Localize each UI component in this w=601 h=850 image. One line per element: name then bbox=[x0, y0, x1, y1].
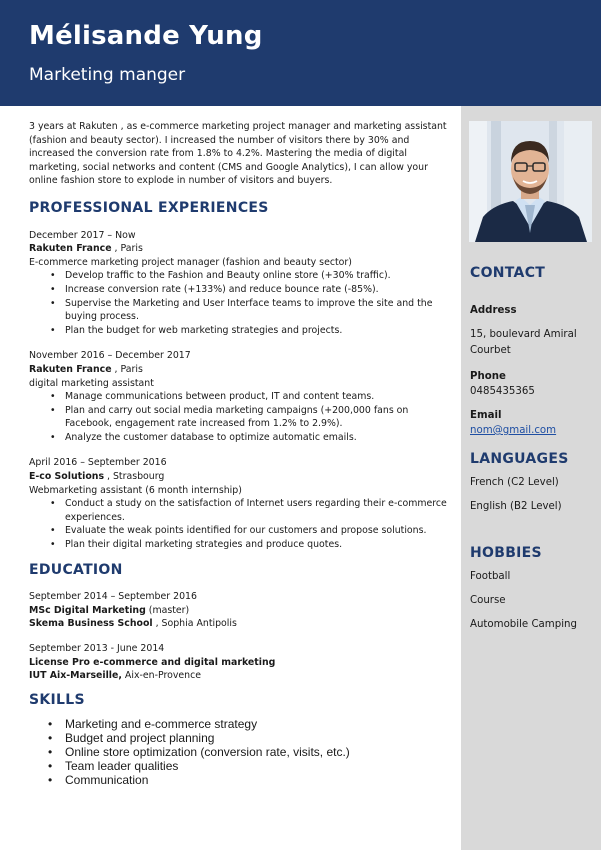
skill-item: • Marketing and e-commerce strategy bbox=[65, 717, 454, 731]
skill-item: • Team leader qualities bbox=[65, 759, 454, 773]
skill-item: • Communication bbox=[65, 773, 454, 787]
section-title-contact: CONTACT bbox=[470, 265, 546, 281]
job-bullet: • Supervise the Marketing and User Interface teams to improve the site and the buying process. bbox=[65, 297, 454, 324]
header-banner bbox=[0, 0, 601, 106]
education-dates: September 2013 - June 2014 bbox=[29, 643, 165, 654]
job-position: digital marketing assistant bbox=[29, 377, 154, 389]
portrait-image bbox=[469, 121, 592, 242]
intro-summary: 3 years at Rakuten , as e-commerce marketing project manager and marketing assistant (fashion and beauty sector). I increased the number of visitors there by 30% and increased the conversion rate from 1.8% to 4.2%. Mastering the media of digital marketing, social networks and content (CMS and Google Analytics), I can allow your online fashion store to explode in number of visitors and buyers. bbox=[29, 121, 447, 187]
contact-phone: 0485435365 bbox=[470, 386, 535, 397]
job-entry bbox=[29, 349, 454, 444]
job-location: , Strasbourg bbox=[104, 471, 165, 483]
job-entry bbox=[29, 456, 454, 551]
section-title-languages: LANGUAGES bbox=[470, 451, 569, 467]
profile-photo bbox=[469, 121, 592, 242]
job-position: E-commerce marketing project manager (fashion and beauty sector) bbox=[29, 256, 352, 268]
language-item: French (C2 Level) bbox=[470, 477, 559, 488]
job-location: , Paris bbox=[111, 243, 143, 255]
job-bullet: • Analyze the customer database to optimize automatic emails. bbox=[65, 431, 454, 445]
education-degree: License Pro e-commerce and digital marketing bbox=[29, 656, 276, 668]
job-dates: December 2017 – Now bbox=[29, 229, 136, 241]
job-company: Rakuten France bbox=[29, 363, 112, 375]
contact-address-label: Address bbox=[470, 305, 517, 316]
job-bullets bbox=[29, 390, 454, 444]
skills-list bbox=[29, 717, 454, 787]
contact-email-link[interactable]: nom@gmail.com bbox=[470, 425, 557, 436]
job-company-line bbox=[29, 242, 454, 256]
job-bullet: • Plan and carry out social media marketing campaigns (+200,000 fans on Facebook, engagement rate increased from 1.2% to 2.9%). bbox=[65, 404, 454, 431]
candidate-role: Marketing manger bbox=[29, 65, 186, 85]
job-bullet: • Conduct a study on the satisfaction of Internet users regarding their e-commerce experiences. bbox=[65, 497, 454, 524]
job-position: Webmarketing assistant (6 month internship) bbox=[29, 484, 242, 496]
job-entry bbox=[29, 229, 454, 338]
section-title-experience: PROFESSIONAL EXPERIENCES bbox=[29, 199, 269, 216]
hobby-item: Course bbox=[470, 595, 506, 606]
contact-address: 15, boulevard Amiral Courbet bbox=[470, 329, 577, 356]
job-bullet: • Increase conversion rate (+133%) and reduce bounce rate (-85%). bbox=[65, 283, 454, 297]
section-title-skills: SKILLS bbox=[29, 691, 85, 708]
contact-phone-label: Phone bbox=[470, 371, 506, 382]
education-degree-line bbox=[29, 656, 454, 670]
education-entry bbox=[29, 590, 454, 631]
job-bullet: • Evaluate the weak points identified for our customers and propose solutions. bbox=[65, 524, 454, 538]
education-school-location: , Sophia Antipolis bbox=[152, 618, 237, 630]
sidebar-content bbox=[470, 266, 596, 632]
education-school-line bbox=[29, 617, 454, 631]
main-column bbox=[29, 120, 454, 787]
job-dates: April 2016 – September 2016 bbox=[29, 457, 167, 469]
education-degree: MSc Digital Marketing bbox=[29, 604, 146, 616]
job-bullet: • Plan their digital marketing strategies and produce quotes. bbox=[65, 538, 454, 552]
language-item: English (B2 Level) bbox=[470, 501, 562, 512]
education-entry bbox=[29, 642, 454, 683]
contact-email-label: Email bbox=[470, 410, 502, 421]
section-title-education: EDUCATION bbox=[29, 561, 123, 578]
education-dates: September 2014 – September 2016 bbox=[29, 591, 197, 603]
job-location: , Paris bbox=[111, 363, 143, 375]
job-bullet: • Manage communications between product, IT and content teams. bbox=[65, 390, 454, 404]
job-bullet: • Develop traffic to the Fashion and Beauty online store (+30% traffic). bbox=[65, 269, 454, 283]
education-degree-line bbox=[29, 604, 454, 618]
education-degree-note: (master) bbox=[145, 604, 190, 616]
skill-item: • Online store optimization (conversion rate, visits, etc.) bbox=[65, 745, 454, 759]
section-title-hobbies: HOBBIES bbox=[470, 545, 542, 561]
education-school-location: Aix-en-Provence bbox=[121, 670, 202, 682]
candidate-name: Mélisande Yung bbox=[29, 21, 263, 51]
hobby-item: Automobile Camping bbox=[470, 619, 577, 630]
job-dates: November 2016 – December 2017 bbox=[29, 350, 191, 362]
job-bullets bbox=[29, 497, 454, 551]
job-bullet: • Plan the budget for web marketing strategies and projects. bbox=[65, 324, 454, 338]
job-company: E-co Solutions bbox=[29, 471, 105, 483]
hobby-item: Football bbox=[470, 571, 511, 582]
job-bullets bbox=[29, 269, 454, 337]
job-company-line bbox=[29, 363, 454, 377]
job-company-line bbox=[29, 470, 454, 484]
education-school-line bbox=[29, 669, 454, 683]
education-school: Skema Business School bbox=[29, 618, 153, 630]
job-company: Rakuten France bbox=[29, 243, 112, 255]
skill-item: • Budget and project planning bbox=[65, 731, 454, 745]
education-school: IUT Aix-Marseille, bbox=[29, 670, 122, 682]
